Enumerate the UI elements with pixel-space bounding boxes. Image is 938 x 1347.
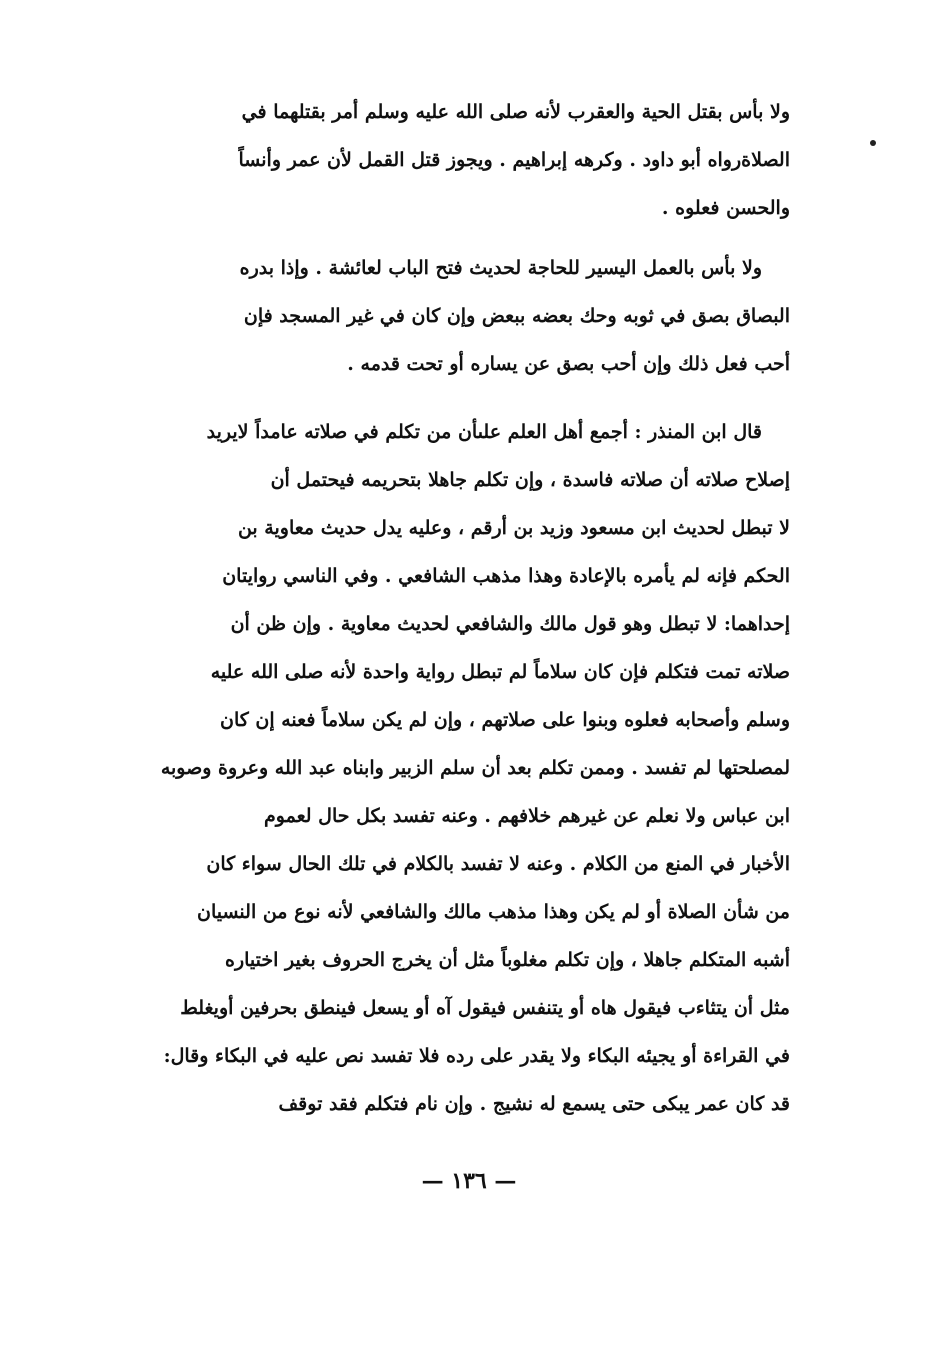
text-line: أشبه المتكلم جاهلا ، وإن تكلم مغلوباً مثل أن يخرج الحروف بغير اختياره [225,949,790,971]
text-line: ولا بأس بقتل الحية والعقرب لأنه صلى الله عليه وسلم أمر بقتلهما في [241,101,790,123]
text-line: الصلاةرواه أبو داود . وكرهه إبراهيم . ويجوز قتل القمل لأن عمر وأنساً [238,149,790,171]
text-line: لمصلحتها لم تفسد . وممن تكلم بعد أن سلم الزبير وابناه عبد الله وعروة وصوبه [160,757,790,779]
text-line: مثل أن يتثاءب فيقول هاه أو يتنفس فيقول آه أو يسعل فينطق بحرفين أويغلط [180,997,790,1019]
text-line: إحداهما: لا تبطل وهو قول مالك والشافعي لحديث معاوية . وإن ظن أن [230,613,790,635]
text-line: من شأن الصلاة أو لم يكن وهذا مذهب مالك والشافعي لأنه نوع من النسيان [197,901,790,923]
text-line: لا تبطل لحديث ابن مسعود وزيد بن أرقم ، وعليه يدل حديث معاوية بن [237,517,790,539]
page-number: — ١٣٦ — [421,1168,517,1194]
text-line: إصلاح صلاته أن صلاته فاسدة ، وإن تكلم جاهلا بتحريمه فيحتمل أن [270,469,790,491]
text-line: قد كان عمر يبكى حتى يسمع له نشيج . وإن نام فتكلم فقد توقف [278,1093,790,1115]
margin-mark [870,140,876,146]
text-line: ولا بأس بالعمل اليسير للحاجة لحديث فتح الباب لعائشة . وإذا بدره [239,257,762,279]
text-line: قال ابن المنذر : أجمع أهل العلم علىأن من تكلم في صلاته عامداً لايريد [206,421,762,443]
text-line: أحب فعل ذلك وإن أحب بصق عن يساره أو تحت قدمه . [347,353,790,375]
text-line: ابن عباس ولا نعلم عن غيرهم خلافهم . وعنه تفسد بكل حال لعموم [264,805,790,827]
text-line: الحكم فإنه لم يأمره بالإعادة وهذا مذهب الشافعي . وفي الناسي روايتان [222,565,790,587]
text-line: البصاق بصق في ثوبه وحك بعضه ببعض وإن كان في غير المسجد فإن [243,305,790,327]
text-line: الأخبار في المنع من الكلام . وعنه لا تفسد بالكلام في تلك الحال سواء كان [206,853,790,875]
text-line: والحسن فعلوه . [661,197,790,219]
page-body [118,88,790,1128]
text-line: في القراءة أو يجيئه البكاء ولا يقدر على رده فلا تفسد نص عليه في البكاء وقال: [163,1045,790,1067]
text-line: وسلم وأصحابه فعلوه وبنوا على صلاتهم ، وإن لم يكن سلاماً فعنه إن كان [220,709,790,731]
text-line: صلاته تمت فتكلم فإن كان سلاماً لم تبطل رواية واحدة لأنه صلى الله عليه [210,661,790,683]
